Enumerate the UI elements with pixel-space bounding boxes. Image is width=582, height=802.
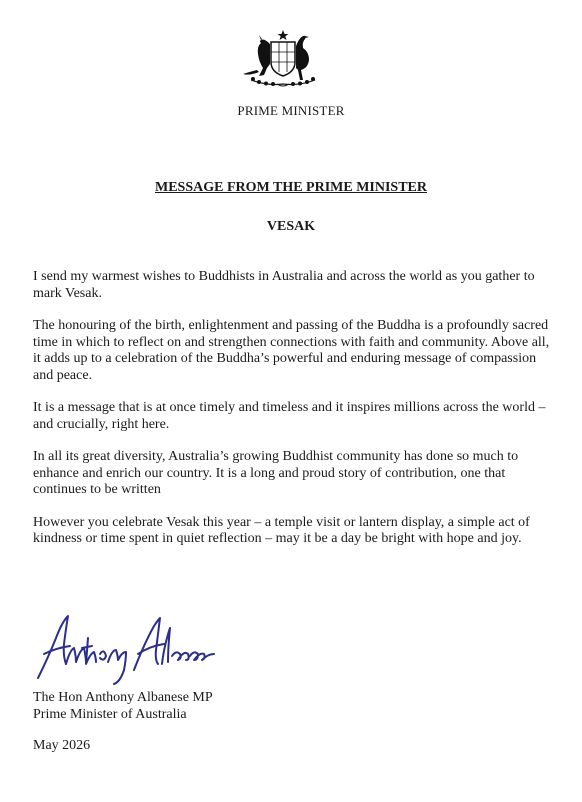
body-paragraph: I send my warmest wishes to Buddhists in Australia and across the world as you gather to mark Vesak. bbox=[33, 269, 535, 301]
office-heading: PRIME MINISTER bbox=[237, 103, 345, 118]
page-title: MESSAGE FROM THE PRIME MINISTER bbox=[155, 180, 427, 195]
letter-body bbox=[33, 269, 553, 564]
signatory-name: The Hon Anthony Albanese MP bbox=[33, 690, 213, 705]
signatory-block bbox=[33, 690, 213, 723]
body-paragraph: However you celebrate Vesak this year – a temple visit or lantern display, a simple act of kindness or time spent in quiet reflection – may it be a day be bright with hope and joy. bbox=[33, 514, 530, 546]
handwritten-signature bbox=[30, 598, 220, 688]
page-subtitle: VESAK bbox=[266, 219, 316, 234]
signatory-position: Prime Minister of Australia bbox=[33, 706, 187, 722]
body-paragraph: The honouring of the birth, enlightenment and passing of the Buddha is a profoundly sacred time in which to reflect on and strengthen connections with faith and community. Above all, it adds up to a celebration of the Buddha’s powerful and enduring message of compassion and peace. bbox=[33, 318, 550, 383]
letter-date: May 2026 bbox=[33, 738, 91, 753]
coat-of-arms-crest bbox=[237, 28, 329, 90]
body-paragraph: It is a message that is at once timely and timeless and it inspires millions across the world – and crucially, right here. bbox=[33, 400, 546, 432]
body-paragraph: In all its great diversity, Australia’s growing Buddhist community has done so much to enhance and enrich our country. It is a long and proud story of contribution, one that continues to be written bbox=[33, 449, 519, 497]
